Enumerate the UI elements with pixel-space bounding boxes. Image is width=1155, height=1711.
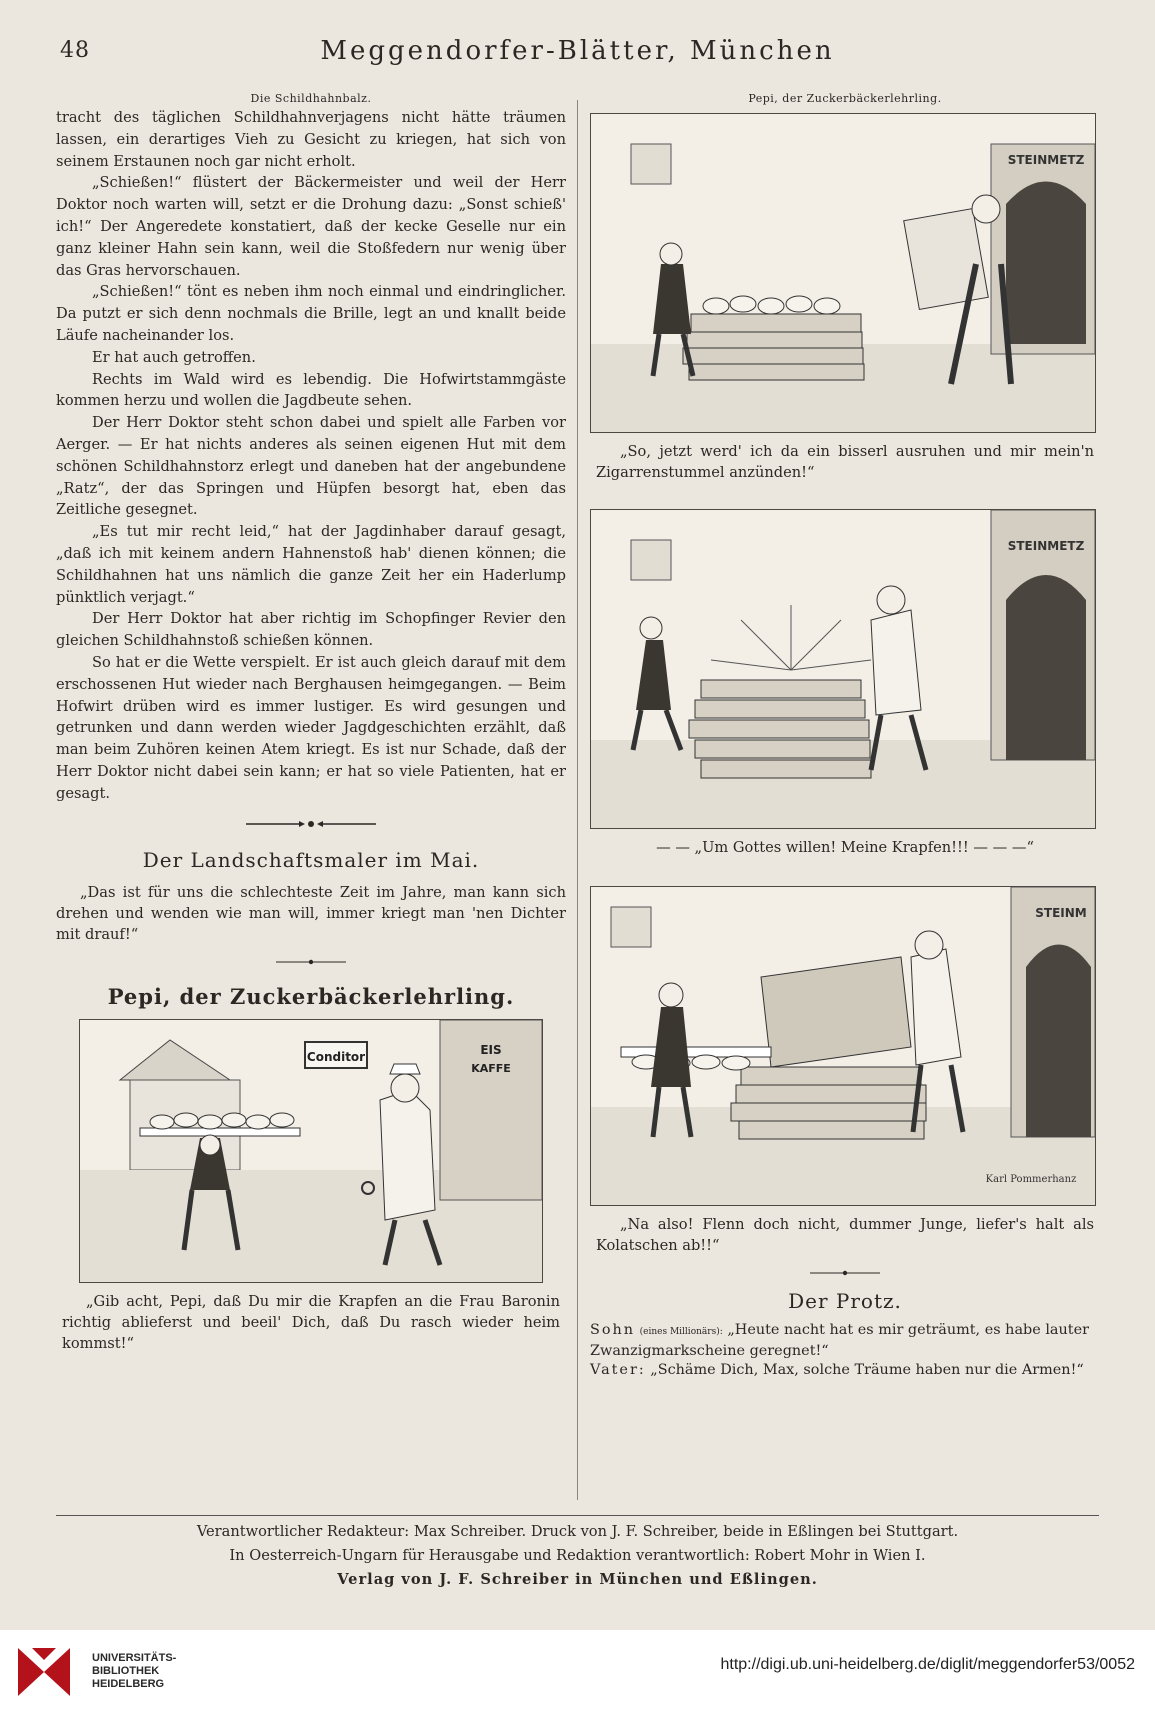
landscape-painter-text: „Das ist für uns die schlechteste Zeit im Jahre, man kann sich drehen und wenden wie man will, immer kriegt man 'nen Dichter mit drauf!“ <box>56 883 566 943</box>
imprint-line-3: Verlag von J. F. Schreiber in München und Eßlingen. <box>337 1571 818 1588</box>
right-column <box>590 88 1100 1380</box>
protz-son-label: Sohn <box>590 1322 636 1338</box>
illustration-bakery-shop <box>79 1019 543 1283</box>
continued-pepi-title: Pepi, der Zuckerbäckerlehrling. <box>748 92 942 105</box>
imprint-line-1: Verantwortlicher Redakteur: Max Schreiber. Druck von J. F. Schreiber, beide in Eßlingen bei Stuttgart. <box>196 1523 959 1540</box>
protz-son-text: „Heute nacht hat es mir geträumt, es habe lauter Zwanzigmarkscheine geregnet!“ <box>590 1322 1089 1359</box>
library-name-line-1: UNIVERSITÄTS- <box>92 1652 177 1664</box>
steinmetz-sign-partial: STEINM <box>1035 906 1087 920</box>
artist-signature: Karl Pommerhanz <box>985 1174 1077 1185</box>
page-number: 48 <box>60 38 90 63</box>
library-name-line-3: HEIDELBERG <box>92 1678 165 1690</box>
left-column <box>56 88 566 1354</box>
story-paragraph: „Schießen!“ flüstert der Bäckermeister und weil der Herr Doktor noch warten will, setzt er die Drohung dazu: „Sonst schieß' ich!“ Der Angeredete konstatiert, daß der kecke Geselle nur ein ganz kleiner Hahn sein kann, weil die Stoßfedern nur wenig über das Gras hervorschauen. <box>56 174 566 279</box>
caption-1: „Gib acht, Pepi, daß Du mir die Krapfen an die Frau Baronin richtig ablieferst und beeil' Dich, daß Du rasch wieder heim kommst!“ <box>62 1292 560 1352</box>
ornament-divider <box>56 815 566 834</box>
protz-title: Der Protz. <box>788 1289 902 1313</box>
kaffee-sign: KAFFE <box>471 1061 511 1075</box>
column-divider <box>577 100 578 1500</box>
steinmetz-sign: STEINMETZ <box>1007 539 1085 553</box>
library-name-line-2: BIBLIOTHEK <box>92 1665 160 1677</box>
protz-son-note: (eines Millionärs): <box>639 1327 723 1337</box>
protz-son-line <box>590 1321 1100 1361</box>
story-paragraph: Rechts im Wald wird es lebendig. Die Hofwirtstammgäste kommen herzu und wollen die Jagdbeute sehen. <box>56 370 566 410</box>
continued-story-title: Die Schildhahnbalz. <box>250 92 372 105</box>
imprint-footer <box>0 1520 1155 1592</box>
imprint-line-2: In Oesterreich-Ungarn für Herausgabe und Redaktion verantwortlich: Robert Mohr in Wien I. <box>229 1547 926 1564</box>
protz-father-line <box>590 1361 1100 1380</box>
story-paragraph: Er hat auch getroffen. <box>92 348 256 366</box>
story-paragraph: So hat er die Wette verspielt. Er ist auch gleich darauf mit dem erschossenen Hut wieder nach Berghausen heimgegangen. — Beim Hofwirt drüben wird es immer lustiger. Es wird gesungen und getrunken und dann werden wieder Jagdgeschichten erzählt, daß man beim Zuhören keinen Atem kriegt. Es ist nur Schade, daß der Herr Doktor nicht dabei sein kann; er hat so viele Patienten, hat er gesagt. <box>56 653 566 802</box>
illustration-pepi-kolatschen <box>590 886 1096 1206</box>
ornament-icon <box>805 1269 885 1277</box>
ornament-icon <box>241 818 381 830</box>
footer-rule <box>56 1515 1099 1516</box>
landscape-painter-title: Der Landschaftsmaler im Mai. <box>142 847 480 872</box>
protz-father-text: „Schäme Dich, Max, solche Träume haben nur die Armen!“ <box>650 1362 1084 1378</box>
story-paragraph: tracht des täglichen Schildhahnverjagens nicht hätte träumen lassen, ein derartiges Vieh zu Gesicht zu kriegen, hat sich von seinem Erstaunen noch gar nicht erholt. <box>56 109 566 170</box>
conditor-sign: Conditor <box>306 1049 366 1064</box>
library-name <box>92 1652 176 1691</box>
ornament-divider <box>590 1262 1100 1281</box>
story-paragraph: Der Herr Doktor steht schon dabei und spielt alle Farben vor Aerger. — Er hat nichts anderes als seinen eigenen Hut mit dem schönen Schildhahnstorz erlegt und daneben hat der angebundene „Ratz“, der das Springen und Hüpfen besorgt hat, eben das Zeitliche gesegnet. <box>56 414 566 519</box>
illustration-pepi-collapse <box>590 509 1096 829</box>
steinmetz-sign: STEINMETZ <box>1007 153 1085 167</box>
illustration-pepi-resting <box>590 113 1096 433</box>
pepi-title: Pepi, der Zuckerbäckerlehrling. <box>107 983 515 1009</box>
ornament-divider <box>56 951 566 970</box>
eis-sign: EIS <box>480 1042 502 1057</box>
caption-4: „Na also! Flenn doch nicht, dummer Junge, liefer's halt als Kolatschen ab!!“ <box>596 1216 1094 1254</box>
protz-father-label: Vater: <box>590 1362 646 1378</box>
university-library-logo-icon <box>14 1642 74 1698</box>
story-paragraph: „Es tut mir recht leid,“ hat der Jagdinhaber darauf gesagt, „daß ich mit keinem andern Hahnenstoß hab' dienen können; die Schildhahnen hat uns nämlich die ganze Zeit her ein Haderlump pünktlich verjagt.“ <box>56 523 566 606</box>
running-title: Meggendorfer-Blätter, München <box>320 36 835 66</box>
story-paragraph: „Schießen!“ tönt es neben ihm noch einmal und eindringlicher. Da putzt er sich denn nochmals die Brille, legt an und knallt beide Läufe nacheinander los. <box>56 283 566 344</box>
caption-3: — — „Um Gottes willen! Meine Krapfen!!! — — —“ <box>656 839 1034 856</box>
ornament-icon <box>271 958 351 966</box>
library-bar <box>0 1630 1155 1711</box>
caption-2: „So, jetzt werd' ich da ein bisserl ausruhen und mir mein'n Zigarrenstummel anzünden!“ <box>596 443 1094 481</box>
document-url[interactable]: http://digi.ub.uni-heidelberg.de/diglit/meggendorfer53/0052 <box>720 1656 1135 1673</box>
story-paragraph: Der Herr Doktor hat aber richtig im Schopfinger Revier den gleichen Schildhahnstoß schießen können. <box>56 610 566 650</box>
